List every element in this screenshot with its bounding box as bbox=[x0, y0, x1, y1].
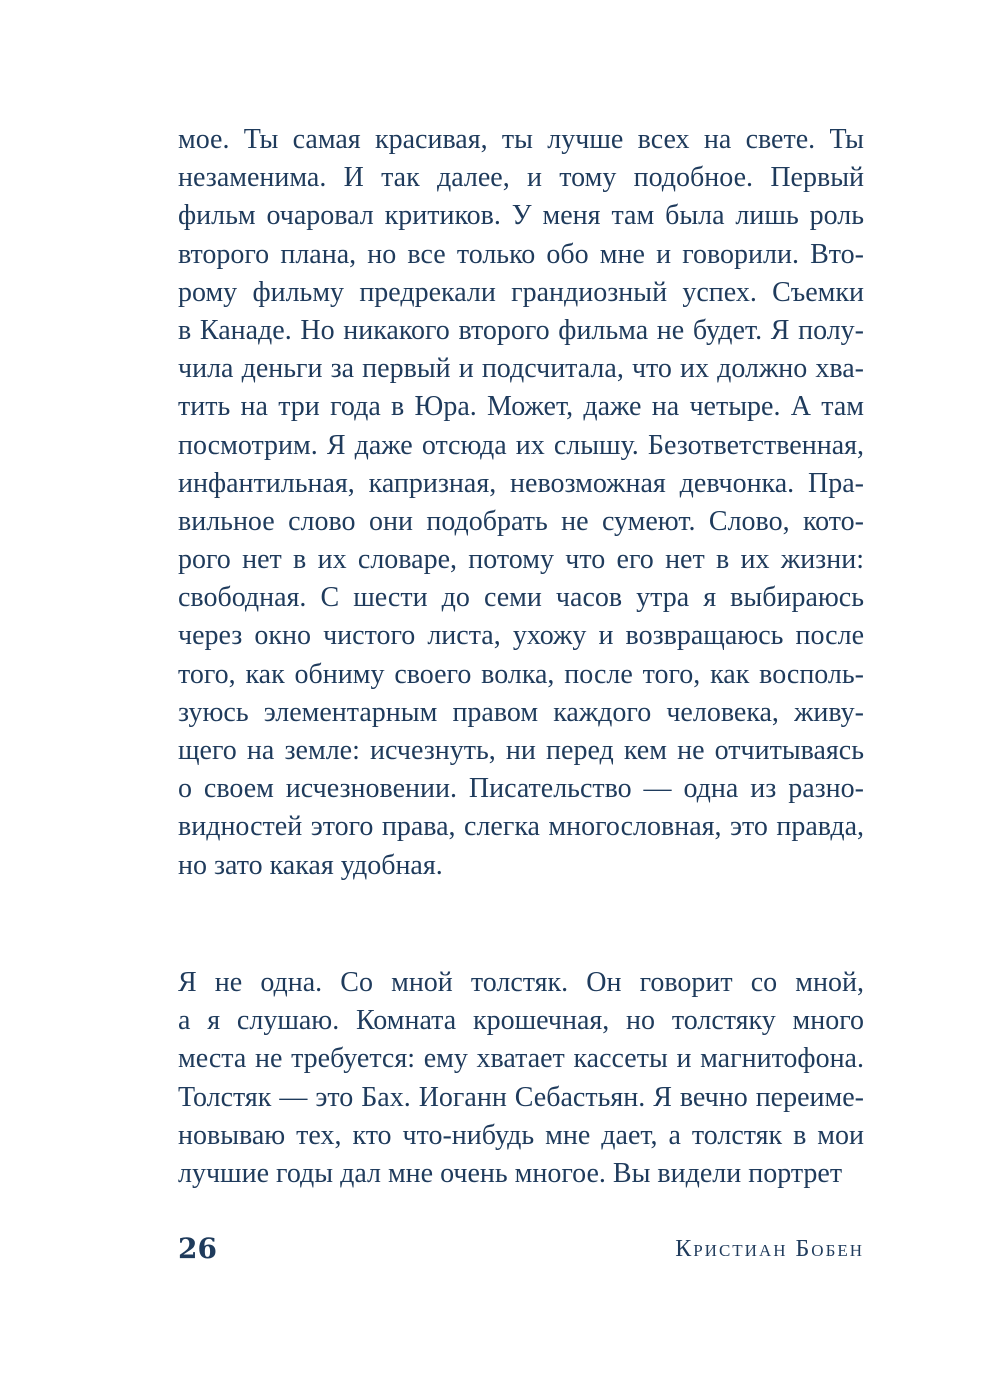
text-line: инфантильная, капризная, невозможная девчонка. Пра- bbox=[178, 467, 864, 499]
text-line: в Канаде. Но никакого второго фильма не будет. Я полу- bbox=[178, 314, 864, 346]
text-line: незаменима. И так далее, и тому подобное. Первый bbox=[178, 162, 864, 194]
text-line: рому фильму предрекали грандиозный успех. Съемки bbox=[178, 276, 864, 308]
text-line: вильное слово они подобрать не сумеют. Слово, кото- bbox=[178, 505, 864, 537]
text-line: о своем исчезновении. Писательство — одна из разно- bbox=[178, 773, 864, 805]
text-line: новываю тех, кто что-нибудь мне дает, а толстяк в мои bbox=[178, 1119, 864, 1151]
paragraph-1 bbox=[178, 121, 864, 885]
text-line: того, как обниму своего волка, после того, как восполь- bbox=[178, 658, 864, 690]
text-line: свободная. С шести до семи часов утра я выбираюсь bbox=[178, 582, 864, 614]
page-number: 26 bbox=[178, 1232, 217, 1265]
text-line: лучшие годы дал мне очень многое. Вы видели портрет bbox=[178, 1157, 843, 1189]
text-line: а я слушаю. Комната крошечная, но толстяку много bbox=[178, 1005, 864, 1037]
running-footer-author: Кристиан Бобен bbox=[675, 1236, 864, 1262]
paragraph-2 bbox=[178, 964, 864, 1193]
text-line: тить на три года в Юра. Может, даже на четыре. А там bbox=[178, 391, 864, 423]
text-line: фильм очаровал критиков. У меня там была лишь роль bbox=[178, 200, 864, 232]
text-line: посмотрим. Я даже отсюда их слышу. Безответственная, bbox=[178, 429, 864, 461]
text-line: щего на земле: исчезнуть, ни перед кем не отчитываясь bbox=[178, 735, 864, 766]
text-line: через окно чистого листа, ухожу и возвращаюсь после bbox=[178, 620, 864, 652]
text-line: второго плана, но все только обо мне и говорили. Вто- bbox=[178, 238, 864, 270]
text-line: мое. Ты самая красивая, ты лучше всех на свете. Ты bbox=[178, 124, 864, 155]
text-line: чила деньги за первый и подсчитала, что их должно хва- bbox=[178, 353, 864, 385]
text-line: места не требуется: ему хватает кассеты и магнитофона. bbox=[178, 1043, 864, 1075]
text-line: Толстяк — это Бах. Иоганн Себастьян. Я вечно переиме- bbox=[178, 1081, 864, 1113]
text-line: видностей этого права, слегка многословная, это правда, bbox=[178, 811, 864, 843]
text-line: зуюсь элементарным правом каждого человека, живу- bbox=[178, 696, 864, 728]
text-line: рого нет в их словаре, потому что его нет в их жизни: bbox=[178, 544, 864, 576]
text-line: Я не одна. Со мной толстяк. Он говорит со мной, bbox=[178, 967, 864, 998]
text-line: но зато какая удобная. bbox=[178, 849, 443, 881]
